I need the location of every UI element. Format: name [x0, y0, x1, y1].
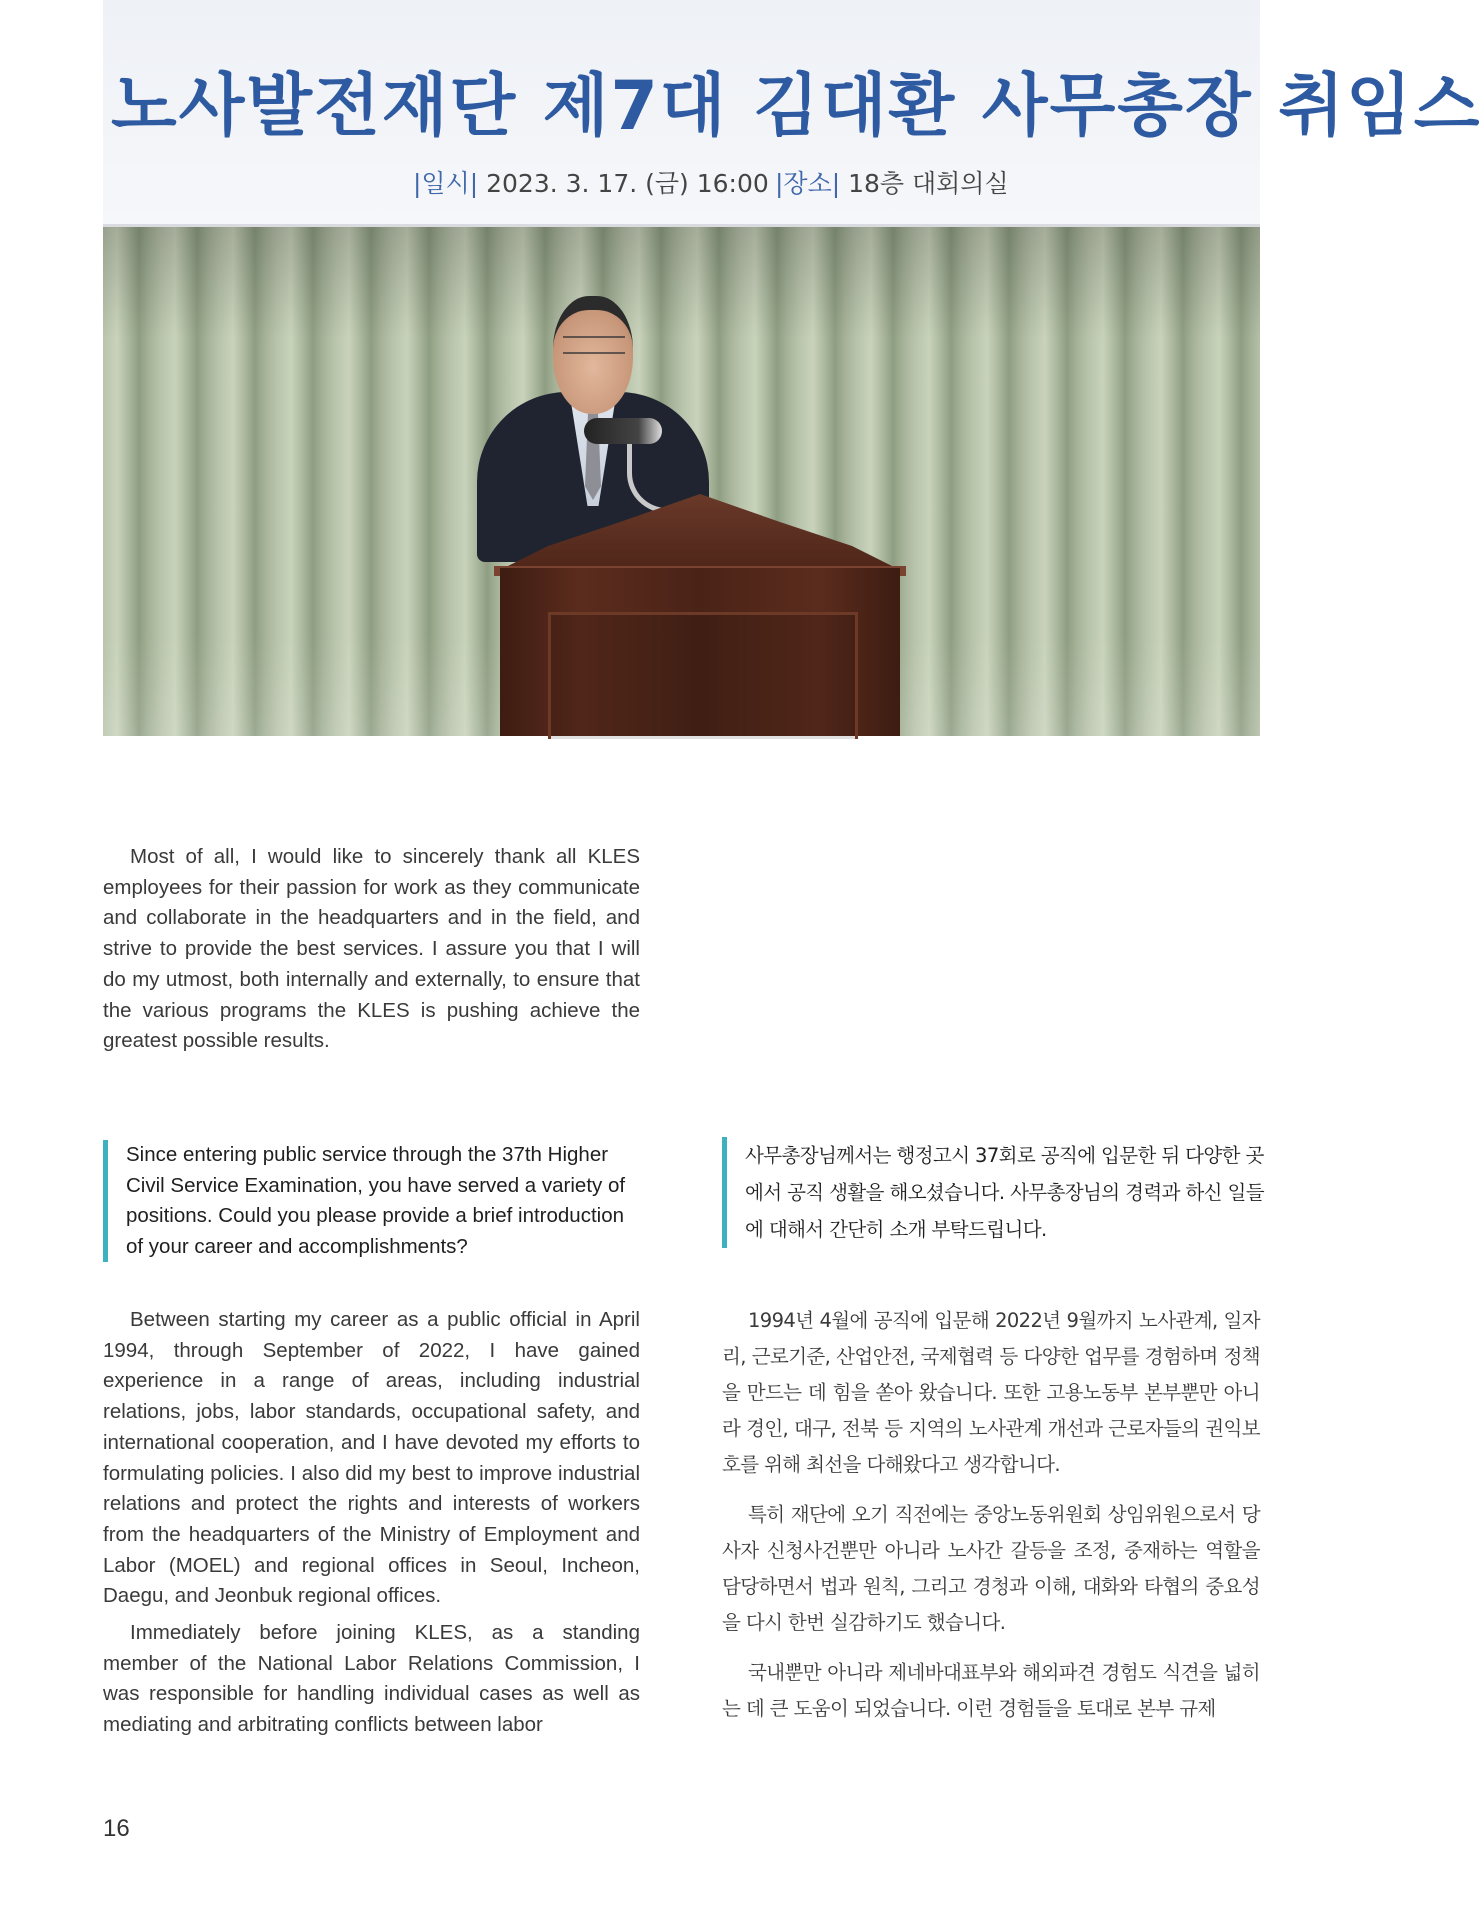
answer-ko — [722, 1303, 1260, 1741]
microphone-icon — [584, 418, 662, 444]
answer-ko-paragraph: 1994년 4월에 공직에 입문해 2022년 9월까지 노사관계, 일자리, 근로기준, 산업안전, 국제협력 등 다양한 업무를 경험하며 정책을 만드는 데 힘을 쏟아 왔습니다. 또한 고용노동부 본부뿐만 아니라 경인, 대구, 전북 등 지역의 노사관계 개선과 근로자들의 권익보호를 위해 최선을 다해왔다고 생각합니다. — [722, 1309, 1260, 1476]
place-label: |장소| — [775, 169, 841, 198]
intro-paragraph: Most of all, I would like to sincerely thank all KLES employees for their passion for work as they communicate and collaborate in the headquarters and in the field, and strive to provide the best services. I assure you that I will do my utmost, both internally and externally, to ensure that the various programs the KLES is pushing achieve the greatest possible results. — [103, 845, 640, 1053]
answer-en-paragraph: Immediately before joining KLES, as a standing member of the National Labor Relations Commission, I was responsible for handling individual cases as well as mediating and arbitrating conflicts between labor — [103, 1621, 640, 1737]
ceremony-banner — [103, 0, 1481, 227]
answer-en-paragraph: Between starting my career as a public official in April 1994, through September of 2022, I have gained experience in a range of areas, including industrial relations, jobs, labor standards, occupational safety, and international cooperation, and I have devoted my efforts to formulating policies. I also did my best to improve industrial relations and protect the rights and interests of workers from the headquarters of the Ministry of Employment and Labor (MOEL) and regional offices in Seoul, Incheon, Daegu, and Jeonbuk regional offices. — [103, 1308, 640, 1608]
page-number: 16 — [103, 1815, 130, 1842]
date-value: 2023. 3. 17. (금) 16:00 — [478, 169, 769, 198]
banner-title: 노사발전재단 제7대 김대환 사무총장 취임스 — [111, 67, 1481, 146]
intro-section — [103, 842, 640, 1057]
question-ko — [722, 1137, 1265, 1248]
question-en-text: Since entering public service through the 37th Higher Civil Service Examination, you have served a variety of positions. Could you please provide a brief introduction of your career and accomplishments? — [126, 1143, 626, 1258]
answer-ko-paragraph: 국내뿐만 아니라 제네바대표부와 해외파견 경험도 식견을 넓히는 데 큰 도움이 되었습니다. 이런 경험들을 토대로 본부 규제 — [722, 1661, 1260, 1720]
banner-date — [413, 164, 769, 200]
question-ko-text: 사무총장님께서는 행정고시 37회로 공직에 입문한 뒤 다양한 곳에서 공직 생활을 해오셨습니다. 사무총장님의 경력과 하신 일들에 대해서 간단히 소개 부탁드립니다. — [745, 1144, 1264, 1241]
place-value: 18층 대회의실 — [840, 169, 1009, 198]
banner-place — [775, 164, 1009, 200]
question-en — [103, 1140, 645, 1262]
speaker-head — [553, 296, 633, 414]
answer-en — [103, 1305, 640, 1741]
podium-panel — [548, 612, 858, 739]
speaker-glasses — [563, 336, 625, 354]
date-label: |일시| — [413, 169, 479, 198]
answer-ko-paragraph: 특히 재단에 오기 직전에는 중앙노동위원회 상임위원으로서 당사자 신청사건뿐만 아니라 노사간 갈등을 조정, 중재하는 역할을 담당하면서 법과 원칙, 그리고 경청과 이해, 대화와 타협의 중요성을 다시 한번 실감하기도 했습니다. — [722, 1503, 1260, 1634]
